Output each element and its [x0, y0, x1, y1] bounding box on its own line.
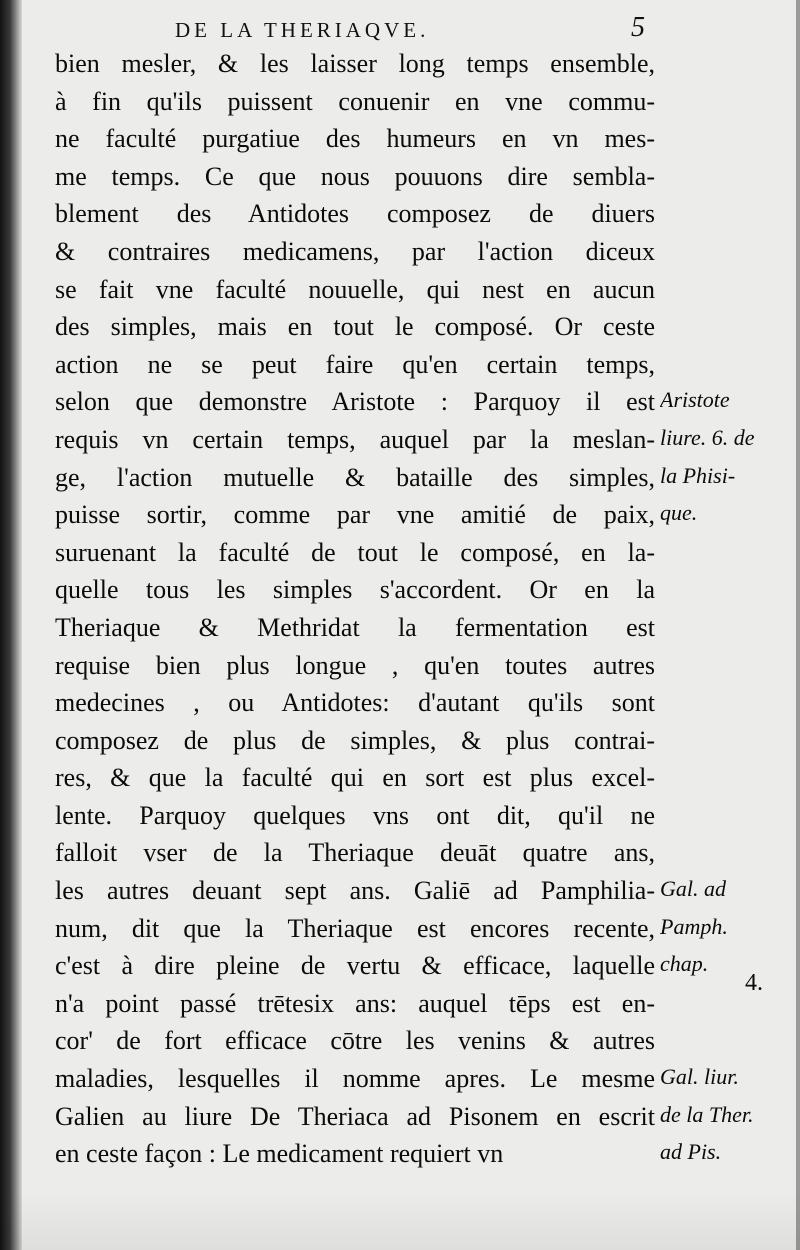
margin-note: ad Pis. [660, 1139, 722, 1165]
text-line: les autres deuant sept ans. Galiē ad Pamphilia- [55, 876, 655, 906]
margin-note: liure. 6. de [660, 425, 755, 450]
margin-chapter-number: 4. [745, 970, 763, 996]
text-line: c'est à dire pleine de vertu & efficace, laquelle [55, 951, 655, 981]
text-line: ne faculté purgatiue des humeurs en vn mes- [55, 124, 655, 154]
margin-note: la Phisi- [660, 462, 736, 488]
text-line: requise bien plus longue , qu'en toutes autres [55, 650, 655, 680]
text-line: cor' de fort efficace cōtre les venins & autres [55, 1026, 655, 1056]
margin-note: Pamph. [660, 913, 728, 939]
text-line: num, dit que la Theriaque est encores recente, [55, 913, 655, 943]
text-line: action ne se peut faire qu'en certain temps, [55, 349, 655, 379]
text-line: res, & que la faculté qui en sort est plus excel- [55, 763, 655, 793]
text-line: quelle tous les simples s'accordent. Or en la [55, 575, 655, 605]
page-gutter [0, 0, 22, 1250]
margin-note: Gal. ad [660, 876, 726, 902]
running-header [175, 10, 645, 46]
text-line: medecines , ou Antidotes: d'autant qu'ils sont [55, 688, 655, 718]
margin-note: Aristote [660, 387, 730, 413]
text-line: requis vn certain temps, auquel par la meslan- [55, 424, 655, 454]
margin-note: Gal. liur. [660, 1064, 739, 1090]
page-edge [796, 0, 800, 1250]
page-shadow [0, 1190, 800, 1250]
text-line: blement des Antidotes composez de diuers [55, 199, 655, 229]
text-line: en ceste façon : Le medicament requiert vn [55, 1139, 504, 1169]
text-line: Galien au liure De Theriaca ad Pisonem en escrit [55, 1101, 655, 1131]
body-text [55, 45, 655, 1173]
text-line: Theriaque & Methridat la fermentation est [55, 612, 655, 642]
text-line: maladies, lesquelles il nomme apres. Le mesme [55, 1064, 655, 1094]
text-line: me temps. Ce que nous pouuons dire sembla- [55, 161, 655, 191]
text-line: à fin qu'ils puissent conuenir en vne commu- [55, 86, 655, 116]
text-line: se fait vne faculté nouuelle, qui nest en aucun [55, 274, 655, 304]
text-line: & contraires medicamens, par l'action diceux [55, 236, 655, 266]
text-line: puisse sortir, comme par vne amitié de paix, [55, 500, 655, 530]
text-line: falloit vser de la Theriaque deuāt quatre ans, [55, 838, 655, 868]
text-line: bien mesler, & les laisser long temps ensemble, [55, 49, 655, 78]
text-line: ge, l'action mutuelle & bataille des simples, [55, 462, 655, 492]
header-title: DE LA THERIAQVE. [175, 18, 430, 42]
margin-note: de la Ther. [660, 1101, 754, 1127]
margin-note: chap. [660, 951, 709, 977]
text-line: lente. Parquoy quelques vns ont dit, qu'il ne [55, 800, 655, 830]
text-line: des simples, mais en tout le composé. Or ceste [55, 312, 655, 342]
text-line: suruenant la faculté de tout le composé, en la- [55, 537, 655, 567]
text-line: composez de plus de simples, & plus contrai- [55, 725, 655, 755]
margin-note: que. [660, 500, 698, 526]
text-line: selon que demonstre Aristote : Parquoy il est [55, 387, 655, 417]
page-number: 5 [631, 12, 645, 43]
text-line: n'a point passé trētesix ans: auquel tēps est en- [55, 988, 655, 1018]
